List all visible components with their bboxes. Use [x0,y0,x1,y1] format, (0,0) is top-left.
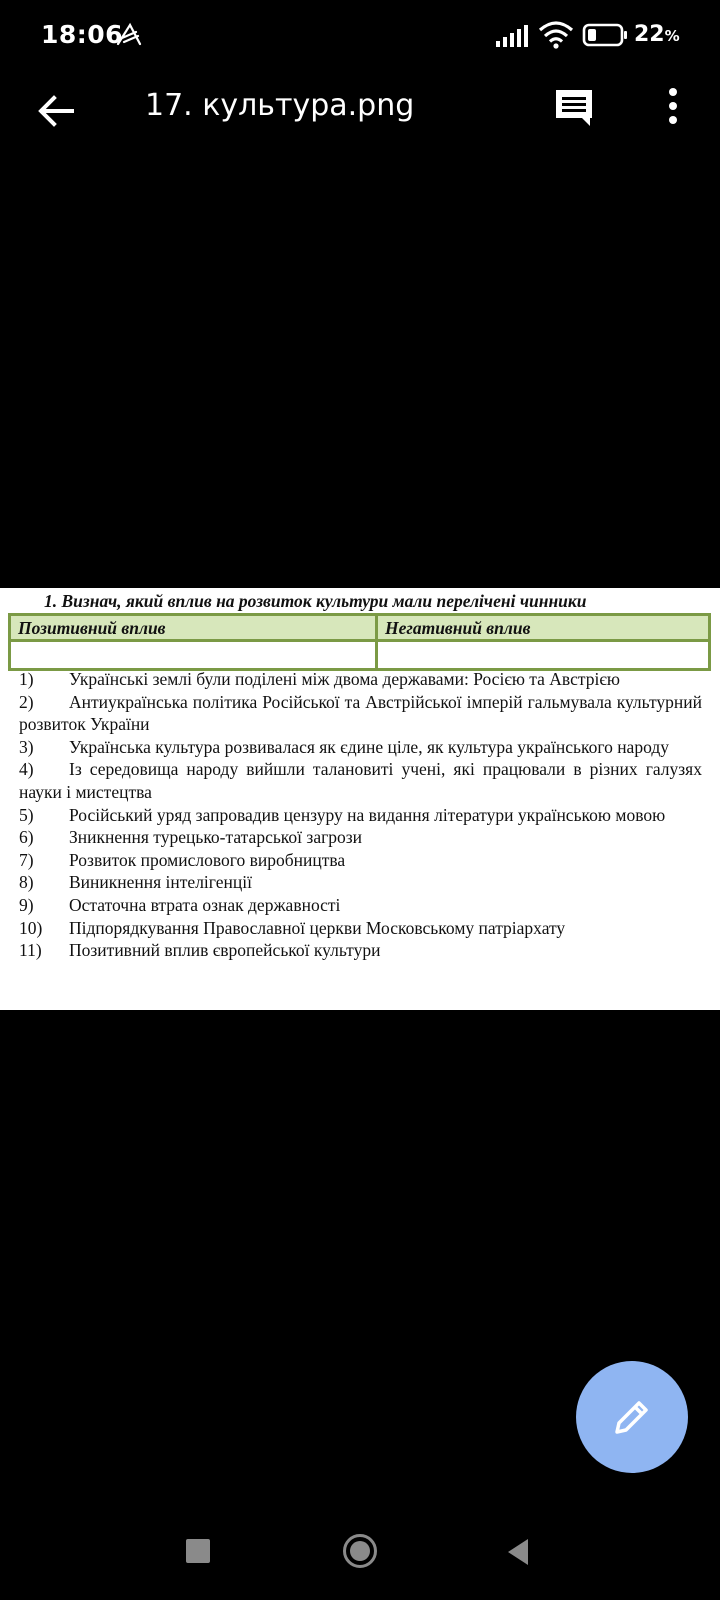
edit-pencil-icon [608,1393,656,1441]
vpn-icon [116,22,142,48]
nav-home-icon[interactable] [342,1533,378,1569]
list-item: 4) Із середовища народу вийшли талановиті учені, які працювали в різних галузях науки і мистецтва [19,759,702,802]
header-negative: Негативний вплив [378,616,708,642]
status-time: 18:06 [41,20,124,49]
task-title: 1. Визнач, який вплив на розвиток культури мали перелічені чинники [44,591,587,611]
answer-table [8,613,711,671]
table-cell-negative [378,642,708,668]
battery-percent: 22% [634,22,680,47]
list-item: 10) Підпорядкування Православної церкви Московському патріархату [19,917,566,938]
list-item: 2) Антиукраїнська політика Російської та Австрійської імперій гальмувала культурний розвиток України [19,691,702,735]
header-positive: Позитивний вплив [11,616,378,642]
nav-recents-icon[interactable] [186,1539,210,1563]
list-item: 8) Виникнення інтелігенції [19,872,252,893]
table-header-row [11,616,708,642]
signal-icon [495,24,529,48]
status-bar [0,0,720,72]
back-arrow-icon[interactable] [32,87,80,135]
list-item: 6) Зникнення турецько-татарської загрози [19,827,363,848]
table-cell-positive [11,642,378,668]
list-item: 1) Українські землі були поділені між двома державами: Росією та Австрією [19,669,620,689]
list-item: 3) Українська культура розвивалася як єдине ціле, як культура українського народу [19,736,669,757]
list-item: 5) Російський уряд запровадив цензуру на видання літератури українською мовою [19,804,666,825]
edit-fab-button[interactable] [576,1361,688,1473]
more-vert-icon[interactable] [651,86,695,130]
app-bar [0,72,720,172]
table-row [11,642,708,668]
list-item: 7) Розвиток промислового виробництва [19,849,346,870]
factor-list [19,668,702,962]
wifi-icon [538,20,574,50]
file-title: 17. культура.png [145,88,415,123]
battery-icon [582,22,628,48]
document-image [0,588,720,1010]
nav-back-icon[interactable] [504,1536,532,1568]
list-item: 9) Остаточна втрата ознак державності [19,894,341,915]
comment-icon[interactable] [552,86,596,130]
list-item: 11) Позитивний вплив європейської культури [19,940,381,961]
